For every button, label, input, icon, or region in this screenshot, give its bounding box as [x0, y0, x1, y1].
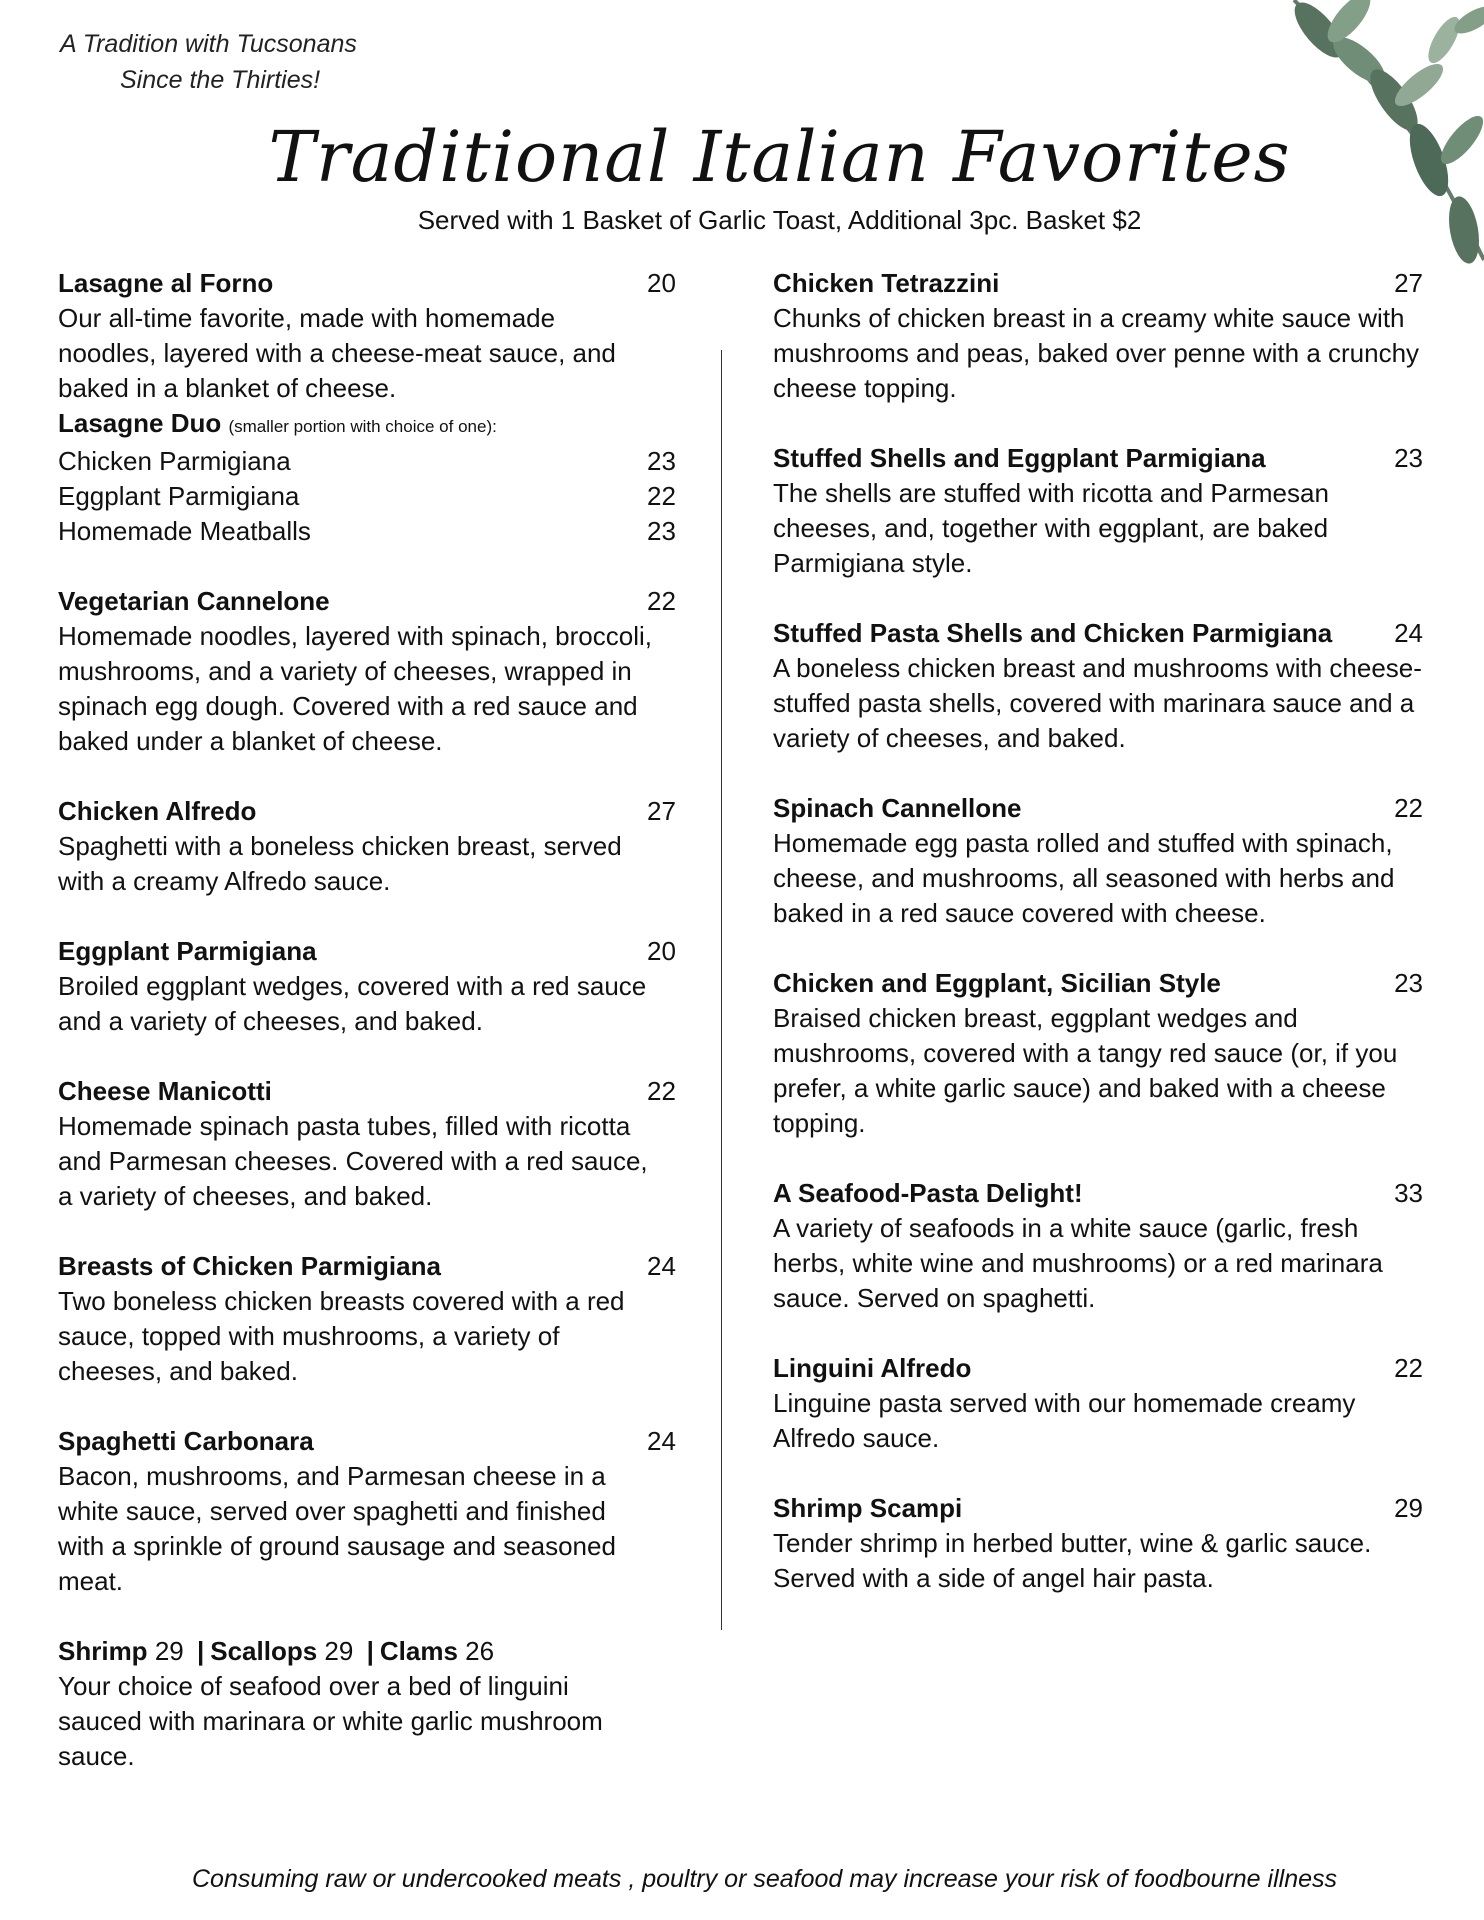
item-description: Tender shrimp in herbed butter, wine & garlic sauce. Served with a side of angel hair pasta.: [773, 1528, 1372, 1593]
item-price: 24: [647, 1426, 676, 1456]
menu-item: [773, 1176, 1423, 1316]
item-description: Two boneless chicken breasts covered with a red sauce, topped with mushrooms, a variety of cheeses, and baked.: [58, 1286, 625, 1386]
separator: |: [366, 1636, 374, 1666]
item-name: Chicken Tetrazzini: [773, 268, 1000, 298]
item-description: Chunks of chicken breast in a creamy white sauce with mushrooms and peas, baked over penne with a crunchy cheese topping.: [773, 303, 1420, 403]
item-price: 22: [1394, 793, 1423, 823]
item-name: Stuffed Shells and Eggplant Parmigiana: [773, 443, 1266, 473]
item-price: 20: [647, 268, 676, 298]
item-price: 24: [647, 1251, 676, 1281]
scallops-name: Scallops: [210, 1636, 318, 1666]
clams-price: 26: [465, 1636, 495, 1666]
menu-item: [58, 584, 676, 759]
left-column: [58, 266, 676, 1809]
item-description: Spaghetti with a boneless chicken breast, served with a creamy Alfredo sauce.: [58, 831, 622, 896]
item-description: Homemade noodles, layered with spinach, broccoli, mushrooms, and a variety of cheeses, wrapped in spinach egg dough. Covered with a red sauce and baked under a blanket of cheese.: [58, 621, 652, 756]
duo-option: [58, 479, 676, 514]
tagline: [60, 26, 357, 98]
item-description: Braised chicken breast, eggplant wedges and mushrooms, covered with a tangy red sauce (or, if you prefer, a white garlic sauce) and baked with a cheese topping.: [773, 1003, 1398, 1138]
right-column: [773, 266, 1423, 1631]
column-divider: [721, 350, 722, 1630]
duo-option: [58, 444, 676, 479]
menu-item: [773, 266, 1423, 406]
menu-item: [773, 616, 1423, 756]
clams-name: Clams: [379, 1636, 458, 1666]
item-price: 22: [647, 586, 676, 616]
item-description: Homemade spinach pasta tubes, filled with ricotta and Parmesan cheeses. Covered with a red sauce, a variety of cheeses, and baked.: [58, 1111, 648, 1211]
item-description: A variety of seafoods in a white sauce (garlic, fresh herbs, white wine and mushrooms) or a red marinara sauce. Served on spaghetti.: [773, 1213, 1383, 1313]
item-description: A boneless chicken breast and mushrooms with cheese-stuffed pasta shells, covered with marinara sauce and a variety of cheeses, and baked.: [773, 653, 1422, 753]
menu-item: [58, 934, 676, 1039]
item-name: Linguini Alfredo: [773, 1353, 972, 1383]
lasagne-duo-note: (smaller portion with choice of one):: [228, 417, 497, 436]
item-description: Our all-time favorite, made with homemade noodles, layered with a cheese-meat sauce, and baked in a blanket of cheese.: [58, 303, 616, 403]
item-name: Breasts of Chicken Parmigiana: [58, 1251, 441, 1281]
menu-item-seafood-combo: [58, 1634, 658, 1774]
item-name: Cheese Manicotti: [58, 1076, 272, 1106]
tagline-line-2: Since the Thirties!: [120, 66, 321, 94]
menu-item: [58, 1074, 676, 1214]
item-description: Bacon, mushrooms, and Parmesan cheese in a white sauce, served over spaghetti and finished with a sprinkle of ground sausage and seasoned meat.: [58, 1461, 616, 1596]
tagline-line-1: A Tradition with Tucsonans: [60, 30, 357, 58]
item-name: Vegetarian Cannelone: [58, 586, 330, 616]
duo-option-price: 22: [647, 481, 676, 511]
item-description: The shells are stuffed with ricotta and Parmesan cheeses, and, together with eggplant, are baked Parmigiana style.: [773, 478, 1329, 578]
duo-option-name: Eggplant Parmigiana: [58, 481, 300, 511]
item-description: Homemade egg pasta rolled and stuffed with spinach, cheese, and mushrooms, all seasoned with herbs and baked in a red sauce covered with cheese.: [773, 828, 1395, 928]
menu-item: [773, 1491, 1423, 1596]
menu-item: [58, 794, 676, 899]
item-price: 20: [647, 936, 676, 966]
menu-item: [773, 1351, 1423, 1456]
duo-option: [58, 514, 676, 549]
scallops-price: 29: [324, 1636, 354, 1666]
item-price: 22: [647, 1076, 676, 1106]
item-price: 23: [1394, 443, 1423, 473]
item-name: Spaghetti Carbonara: [58, 1426, 314, 1456]
menu-item: [58, 1424, 676, 1599]
item-description: Broiled eggplant wedges, covered with a red sauce and a variety of cheeses, and baked.: [58, 971, 647, 1036]
item-name: Shrimp Scampi: [773, 1493, 963, 1523]
menu-item: [58, 1249, 676, 1389]
menu-item: [773, 791, 1423, 931]
item-name: Spinach Cannellone: [773, 793, 1022, 823]
item-price: 22: [1394, 1353, 1423, 1383]
menu-title: Traditional Italian Favorites: [268, 116, 1291, 198]
item-price: 27: [1394, 268, 1423, 298]
menu-item: [773, 441, 1423, 581]
item-name: A Seafood-Pasta Delight!: [773, 1178, 1083, 1208]
shrimp-price: 29: [154, 1636, 184, 1666]
item-description: Linguine pasta served with our homemade creamy Alfredo sauce.: [773, 1388, 1356, 1453]
menu-item: [773, 966, 1423, 1141]
shrimp-name: Shrimp: [58, 1636, 148, 1666]
item-price: 24: [1394, 618, 1423, 648]
menu-item-lasagne: [58, 266, 676, 549]
menu-subtitle: Served with 1 Basket of Garlic Toast, Additional 3pc. Basket $2: [417, 205, 1142, 235]
health-notice: Consuming raw or undercooked meats , poultry or seafood may increase your risk of foodbourne illness: [191, 1865, 1338, 1893]
item-name: Stuffed Pasta Shells and Chicken Parmigiana: [773, 618, 1333, 648]
item-price: 27: [647, 796, 676, 826]
item-price: 23: [1394, 968, 1423, 998]
item-price: 33: [1394, 1178, 1423, 1208]
lasagne-duo-name: Lasagne Duo: [58, 408, 222, 438]
item-name: Lasagne al Forno: [58, 268, 274, 298]
item-name: Chicken and Eggplant, Sicilian Style: [773, 968, 1221, 998]
duo-option-price: 23: [647, 516, 676, 546]
separator: |: [196, 1636, 205, 1666]
item-price: 29: [1394, 1493, 1423, 1523]
duo-option-name: Homemade Meatballs: [58, 516, 311, 546]
duo-option-price: 23: [647, 446, 676, 476]
duo-option-name: Chicken Parmigiana: [58, 446, 291, 476]
item-name: Eggplant Parmigiana: [58, 936, 317, 966]
item-description: Your choice of seafood over a bed of linguini sauced with marinara or white garlic mushroom sauce.: [58, 1671, 603, 1771]
item-name: Chicken Alfredo: [58, 796, 257, 826]
